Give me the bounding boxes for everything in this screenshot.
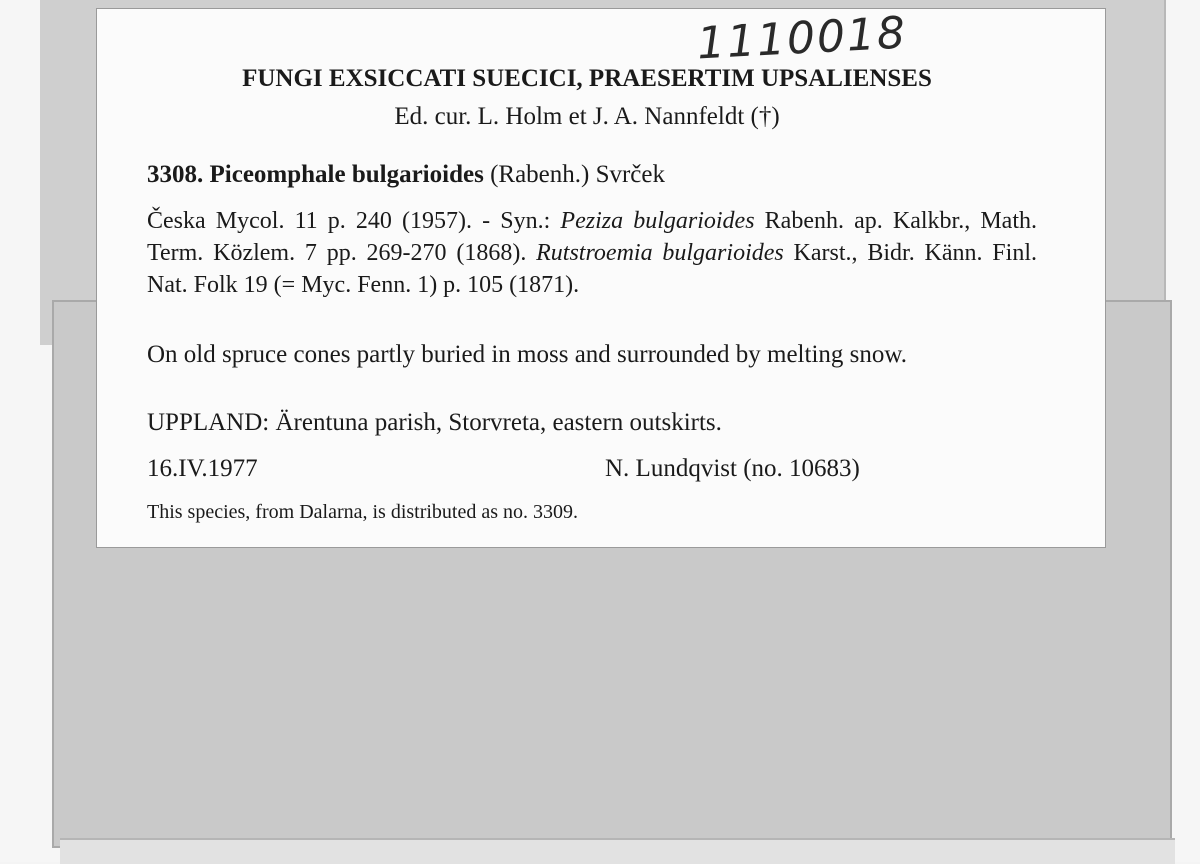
habitat-text: On old spruce cones partly buried in moss and surrounded by melting snow. (147, 341, 908, 368)
nomenclature-citation (147, 205, 1037, 301)
accession-number: 1110018 (695, 7, 909, 70)
species-authority: (Rabenh.) Svrček (483, 161, 666, 188)
packet-bottom-edge (60, 838, 1175, 864)
synonym-1: Peziza bulgarioides (560, 208, 755, 234)
citation-part-2: Rabenh. ap. Kalkbr., Math. Term. Közlem. 7 pp. 269-270 (1868). (147, 208, 1037, 266)
species-number-name: 3308. Piceomphale bulgarioides (147, 161, 484, 188)
synonym-2: Rutstroemia bulgarioides (536, 240, 784, 266)
collector: N. Lundqvist (no. 10683) (605, 455, 860, 482)
locality-text: UPPLAND: Ärentuna parish, Storvreta, eastern outskirts. (147, 409, 722, 436)
citation-part-3: Karst., Bidr. Känn. Finl. Nat. Folk 19 (= Myc. Fenn. 1) p. 105 (1871). (147, 240, 1037, 298)
collection-date: 16.IV.1977 (147, 455, 258, 482)
specimen-label (96, 8, 1106, 548)
distribution-note: This species, from Dalarna, is distributed as no. 3309. (147, 501, 579, 523)
citation-part-1: Česka Mycol. 11 p. 240 (1957). - Syn.: (147, 208, 561, 234)
series-title: FUNGI EXSICCATI SUECICI, PRAESERTIM UPSALIENSES (242, 65, 932, 92)
editors-line: Ed. cur. L. Holm et J. A. Nannfeldt (†) (394, 103, 780, 130)
species-line (147, 161, 665, 189)
